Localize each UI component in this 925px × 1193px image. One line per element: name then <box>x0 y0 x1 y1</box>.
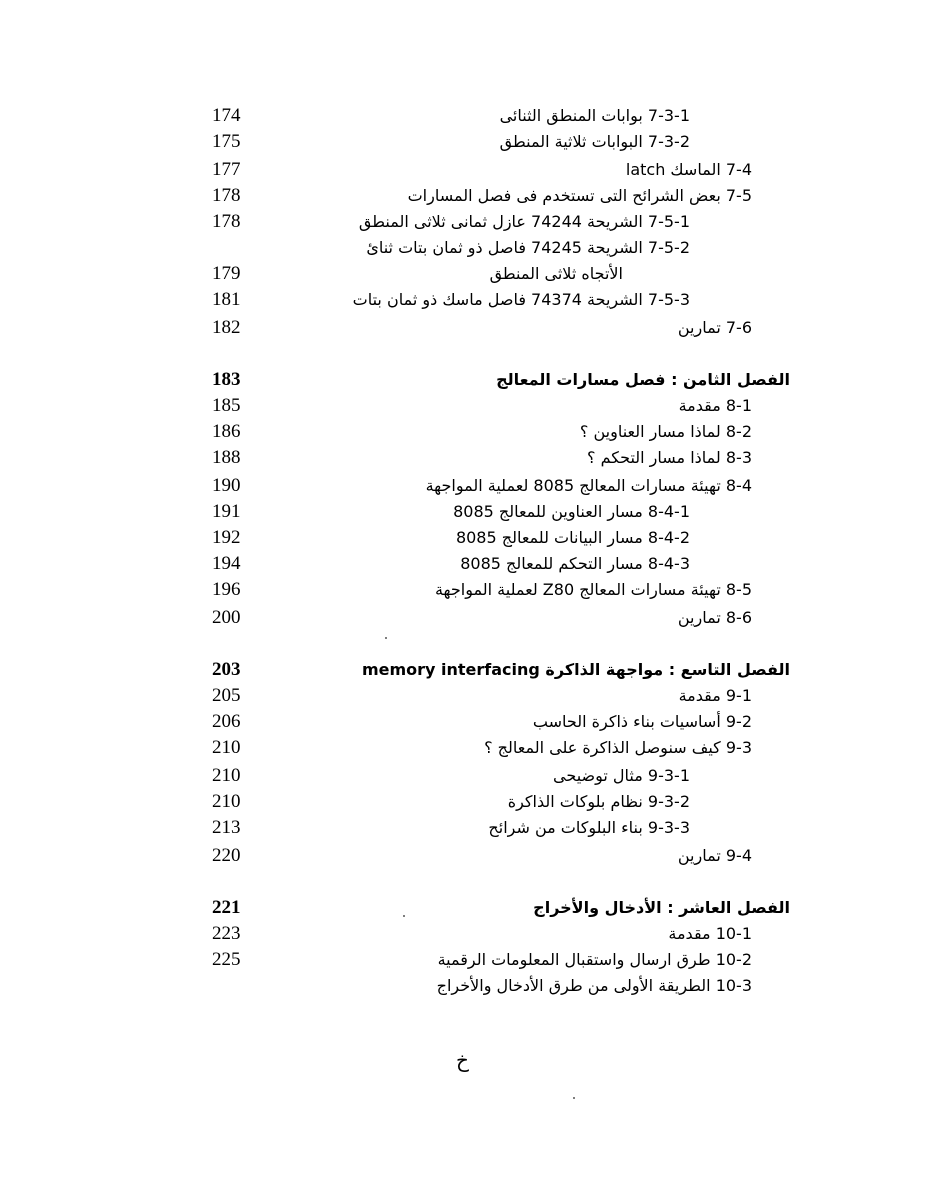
entry-title: 8-4-3 مسار التحكم للمعالج 8085 <box>460 554 690 573</box>
entry-title: 9-1 مقدمة <box>678 686 752 705</box>
entry-title: 8-4 تهيئة مسارات المعالج 8085 لعملية المواجهة <box>425 476 752 495</box>
entry-title: 7-6 تمارين <box>677 318 752 337</box>
page-number: 179 <box>212 263 241 284</box>
toc-entry-row <box>150 261 790 287</box>
toc-entry-row <box>150 735 790 761</box>
page-number: 174 <box>212 105 241 126</box>
toc-entry-row <box>150 973 790 999</box>
entry-title: 8-3 لماذا مسار التحكم ؟ <box>587 448 752 467</box>
toc-entry-row <box>150 815 790 841</box>
page-number: 182 <box>212 317 241 338</box>
page-number: 200 <box>212 607 241 628</box>
entry-title: 7-4 الماسك latch <box>625 160 752 179</box>
entry-title: 7-3-2 البوابات ثلاثية المنطق <box>499 132 690 151</box>
toc-entry-row <box>150 763 790 789</box>
page-number: 213 <box>212 817 241 838</box>
toc-entry-row <box>150 157 790 183</box>
page-number: 194 <box>212 553 241 574</box>
page-number: 186 <box>212 421 241 442</box>
entry-title: 7-5-2 الشريحة 74245 فاصل ذو ثمان بتات ثنائ <box>366 238 690 257</box>
entry-title: 9-4 تمارين <box>677 846 752 865</box>
toc-entry-row <box>150 709 790 735</box>
entry-title: 8-5 تهيئة مسارات المعالج Z80 لعملية المواجهة <box>434 580 752 599</box>
scan-speck <box>573 1097 575 1099</box>
entry-title: 8-6 تمارين <box>677 608 752 627</box>
page-number: 183 <box>212 369 241 390</box>
page-number: 206 <box>212 711 241 732</box>
page-number: 223 <box>212 923 241 944</box>
page-number: 205 <box>212 685 241 706</box>
page-number: 220 <box>212 845 241 866</box>
chapter-heading-row <box>150 895 790 921</box>
entry-title: 8-1 مقدمة <box>678 396 752 415</box>
chapter-title: الفصل التاسع : مواجهة الذاكرة memory interfacing <box>361 660 790 679</box>
page-number: 188 <box>212 447 241 468</box>
toc-entry-row <box>150 789 790 815</box>
toc-entry-row <box>150 921 790 947</box>
entry-title: 9-3 كيف سنوصل الذاكرة على المعالج ؟ <box>484 738 752 757</box>
entry-title: 8-4-2 مسار البيانات للمعالج 8085 <box>455 528 690 547</box>
entry-title: 7-3-1 بوابات المنطق الثنائى <box>499 106 690 125</box>
page-number: 192 <box>212 527 241 548</box>
toc-entry-row <box>150 209 790 235</box>
page-number: 196 <box>212 579 241 600</box>
toc-entry-row <box>150 235 790 261</box>
scan-speck <box>403 915 405 917</box>
entry-title: 9-3-3 بناء البلوكات من شرائح <box>488 818 690 837</box>
toc-entry-row <box>150 947 790 973</box>
entry-title: 9-3-1 مثال توضيحى <box>553 766 690 785</box>
entry-title: 10-2 طرق ارسال واستقبال المعلومات الرقمية <box>437 950 752 969</box>
toc-entry-row <box>150 445 790 471</box>
entry-title: 7-5-3 الشريحة 74374 فاصل ماسك ذو ثمان بتات <box>352 290 690 309</box>
chapter-title: الفصل العاشر : الأدخال والأخراج <box>533 898 790 917</box>
toc-entry-row <box>150 183 790 209</box>
toc-entry-row <box>150 499 790 525</box>
toc-entry-row <box>150 551 790 577</box>
page-number: 181 <box>212 289 241 310</box>
toc-entry-row <box>150 473 790 499</box>
toc-entry-row <box>150 315 790 341</box>
page-number: 178 <box>212 211 241 232</box>
chapter-heading-row <box>150 657 790 683</box>
toc-entry-row <box>150 683 790 709</box>
entry-title: 10-3 الطريقة الأولى من طرق الأدخال والأخراج <box>436 976 752 995</box>
entry-title: 8-2 لماذا مسار العناوين ؟ <box>579 422 752 441</box>
entry-title: 8-4-1 مسار العناوين للمعالج 8085 <box>453 502 690 521</box>
page-number: 210 <box>212 765 241 786</box>
page-number: 221 <box>212 897 241 918</box>
entry-title: 7-5 بعض الشرائح التى تستخدم فى فصل المسارات <box>407 186 752 205</box>
entry-title: 9-3-2 نظام بلوكات الذاكرة <box>507 792 690 811</box>
toc-entry-row <box>150 525 790 551</box>
page-number: 190 <box>212 475 241 496</box>
entry-title: 7-5-1 الشريحة 74244 عازل ثمانى ثلاثى المنطق <box>358 212 690 231</box>
toc-entry-row <box>150 103 790 129</box>
toc-entry-row <box>150 393 790 419</box>
chapter-title: الفصل الثامن : فصل مسارات المعالج <box>496 370 790 389</box>
page-number: 185 <box>212 395 241 416</box>
entry-title: الأتجاه ثلاثى المنطق <box>489 264 623 283</box>
page-footer-letter: خ <box>456 1048 469 1072</box>
chapter-heading-row <box>150 367 790 393</box>
toc-entry-row <box>150 843 790 869</box>
page-number: 175 <box>212 131 241 152</box>
scan-speck <box>385 637 387 639</box>
page-number: 210 <box>212 737 241 758</box>
entry-title: 10-1 مقدمة <box>668 924 752 943</box>
page-number: 177 <box>212 159 241 180</box>
toc-entry-row <box>150 605 790 631</box>
page-number: 203 <box>212 659 241 680</box>
toc-entry-row <box>150 129 790 155</box>
toc-entry-row <box>150 419 790 445</box>
page-number: 178 <box>212 185 241 206</box>
toc-entry-row <box>150 577 790 603</box>
entry-title: 9-2 أساسيات بناء ذاكرة الحاسب <box>532 712 752 731</box>
toc-entry-row <box>150 287 790 313</box>
page-number: 191 <box>212 501 241 522</box>
page-number: 210 <box>212 791 241 812</box>
page-number: 225 <box>212 949 241 970</box>
